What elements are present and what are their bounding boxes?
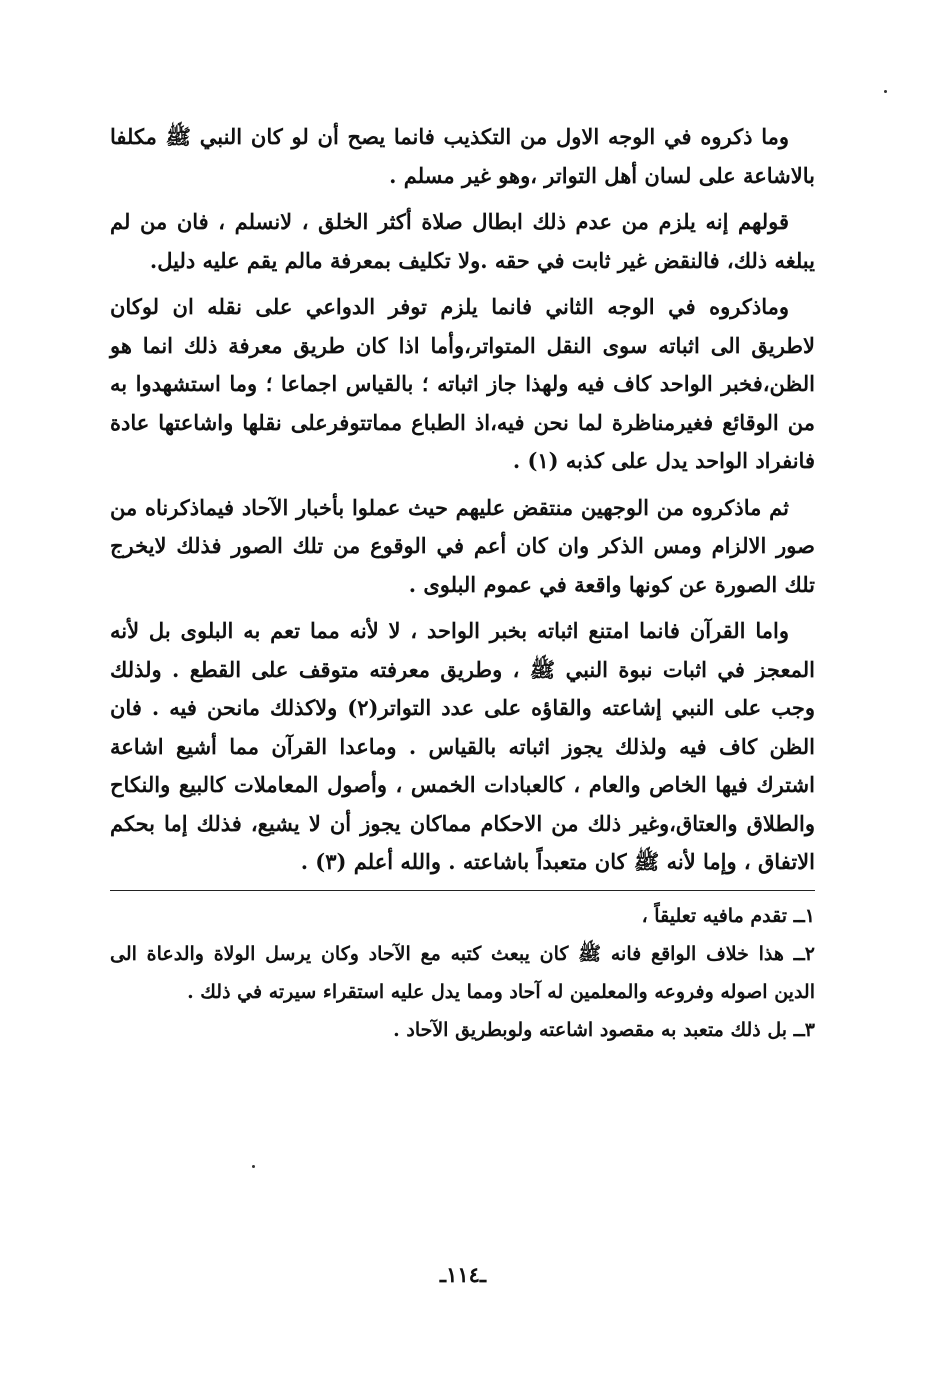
paragraph-5: واما القرآن فانما امتنع اثباته بخبر الواحد ، لا لأنه مما تعم به البلوى بل لأنه المعجز في اثبات نبوة النبي ﷺ ، وطريق معرفته متوقف على القطع . ولذلك وجب على النبي إشاعته والقاؤه على عدد التواتر(٢) ولاكذلك مانحن فيه . فان الظن كاف فيه ولذلك يجوز اثباته بالقياس . وماعدا القرآن مما أشيع اشاعة اشترك فيها الخاص والعام ، كالعبادات الخمس ، وأصول المعاملات كالبيع والنكاح والطلاق والعتاق،وغير ذلك من الاحكام مماكان يجوز أن لا يشيع، فذلك إما بحكم الاتفاق ، وإما لأنه ﷺ كان متعبداً باشاعته . والله أعلم (٣) . (110, 618, 815, 874)
paragraph-3: وماذكروه في الوجه الثاني فانما يلزم توفر الدواعي على نقله ان لوكان لاطريق الى اثباته سوى النقل المتواتر،وأما اذا كان طريق معرفة ذلك انما هو الظن،فخبر الواحد كاف فيه ولهذا جاز اثباته ؛ بالقياس اجماعا ؛ وما استشهدوا به من الوقائع فغيرمناظرة لما نحن فيه،اذ الطباع مماتتوفرعلى نقلها واشاعتها عادة فانفراد الواحد يدل على كذبه (١) . (110, 294, 815, 473)
footnote-1: ١ــ تقدم مافيه تعليقاً ، (641, 904, 815, 927)
paragraph-1: وما ذكروه في الوجه الاول من التكذيب فانما يصح أن لو كان النبي ﷺ مكلفا بالاشاعة على لسان أهل التواتر ،وهو غير مسلم . (110, 124, 815, 188)
footnote-2: ٢ــ هذا خلاف الواقع فانه ﷺ كان يبعث كتبه مع الآحاد وكان يرسل الولاة والدعاة الى الدين اصوله وفروعه والمعلمين له آحاد ومما يدل عليه استقراء سيرته في ذلك . (110, 942, 815, 1003)
page-body (110, 118, 815, 1049)
paragraph-4: ثم ماذكروه من الوجهين منتقض عليهم حيث عملوا بأخبار الآحاد فيماذكرناه من صور الالزام ومس الذكر وان كان أعم في الوقوع من تلك الصور فذلك لايخرج تلك الصورة عن كونها واقعة في عموم البلوى . (110, 494, 815, 597)
scan-speck (884, 90, 887, 93)
footnote-divider (110, 890, 815, 891)
footnote-3: ٣ــ بل ذلك متعبد به مقصود اشاعته ولوبطريق الآحاد . (393, 1018, 815, 1041)
paragraph-2: قولهم إنه يلزم من عدم ذلك ابطال صلاة أكثر الخلق ، لانسلم ، فان من لم يبلغه ذلك، فالنقض غير ثابت في حقه .ولا تكليف بمعرفة مالم يقم عليه دليل. (110, 209, 815, 273)
scan-speck (252, 1165, 255, 1168)
page-number: ـ١١٤ـ (439, 1262, 487, 1287)
